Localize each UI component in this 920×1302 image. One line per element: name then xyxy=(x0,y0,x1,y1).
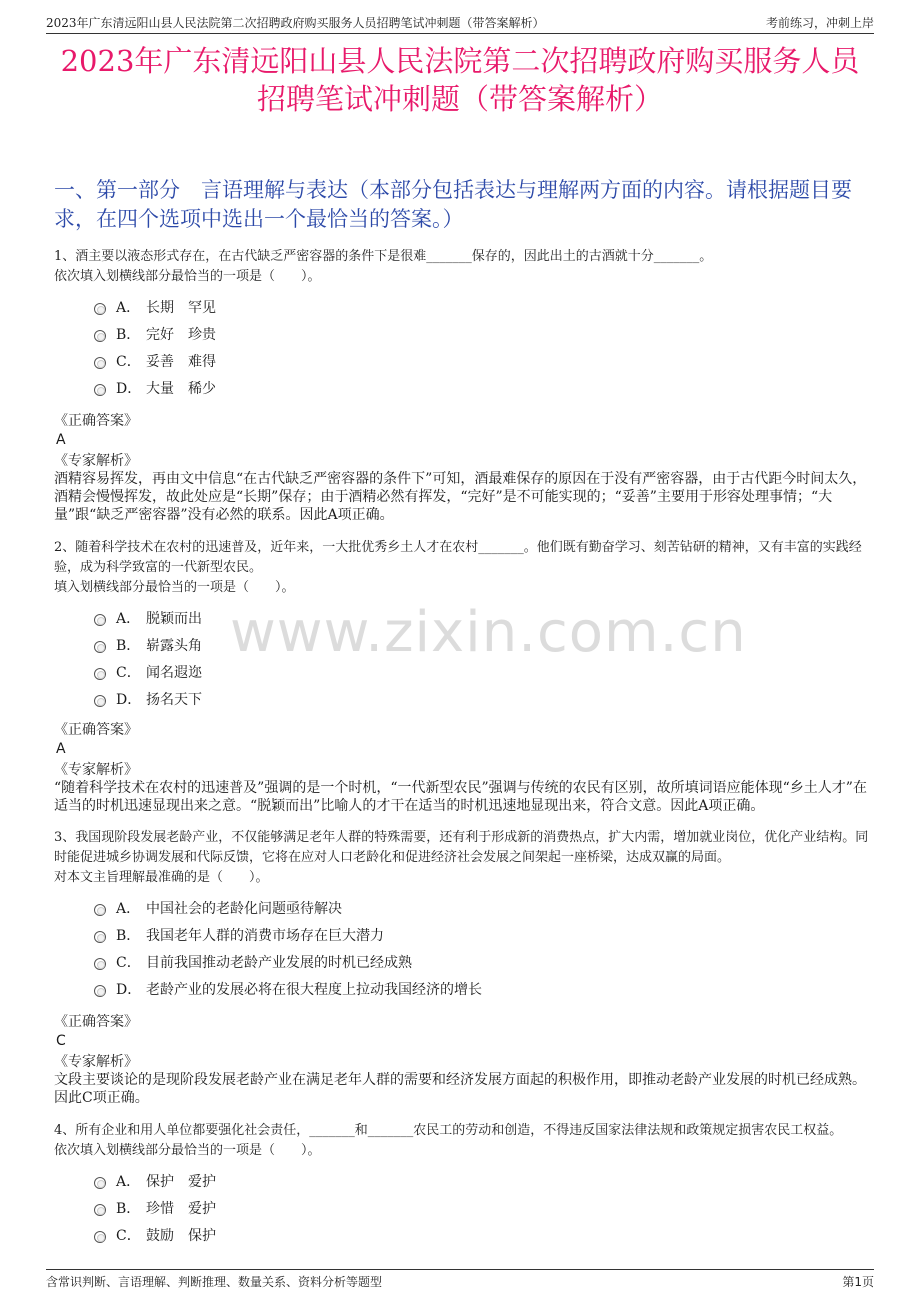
option-list xyxy=(94,293,870,401)
option-key: B． xyxy=(116,326,141,343)
document-title xyxy=(40,42,880,118)
option-text: 中国社会的老龄化问题亟待解决 xyxy=(146,900,342,917)
option-d[interactable] xyxy=(94,685,870,712)
question-stem: 1、酒主要以液态形式存在，在古代缺乏严密容器的条件下是很难_______保存的，因此出土的古酒就十分_______。 xyxy=(54,249,713,264)
option-key: B． xyxy=(116,927,141,944)
option-list xyxy=(94,604,870,712)
answer-label: 《正确答案》 xyxy=(54,1014,138,1030)
answer-value: C xyxy=(56,1033,66,1049)
document-title-line-1: 2023年广东清远阳山县人民法院第二次招聘政府购买服务人员 xyxy=(60,44,860,78)
option-text: 保护 爱护 xyxy=(146,1173,216,1190)
explanation-label: 《专家解析》 xyxy=(54,762,138,778)
answer-block-1 xyxy=(54,412,870,524)
radio-icon[interactable] xyxy=(94,695,106,707)
question-instruction: 填入划横线部分最恰当的一项是（ ）。 xyxy=(54,580,295,595)
option-key: A． xyxy=(116,610,141,627)
header-doc-title: 2023年广东清远阳山县人民法院第二次招聘政府购买服务人员招聘笔试冲刺题（带答案解析） xyxy=(46,16,545,30)
page-prefix: 第 xyxy=(842,1275,855,1289)
footer-topics: 含常识判断、言语理解、判断推理、数量关系、资料分析等题型 xyxy=(46,1275,383,1289)
page-indicator xyxy=(842,1273,874,1290)
section-heading: 一、第一部分 言语理解与表达（本部分包括表达与理解两方面的内容。请根据题目要求，在四个选项中选出一个最恰当的答案。） xyxy=(54,178,852,231)
answer-label: 《正确答案》 xyxy=(54,722,138,738)
radio-icon[interactable] xyxy=(94,614,106,626)
radio-icon[interactable] xyxy=(94,1177,106,1189)
option-c[interactable] xyxy=(94,948,870,975)
option-c[interactable] xyxy=(94,347,870,374)
radio-icon[interactable] xyxy=(94,641,106,653)
option-d[interactable] xyxy=(94,374,870,401)
question-instruction: 依次填入划横线部分最恰当的一项是（ ）。 xyxy=(54,269,321,284)
question-4 xyxy=(54,1121,870,1248)
option-key: A． xyxy=(116,299,141,316)
option-key: C． xyxy=(116,954,141,971)
option-text: 崭露头角 xyxy=(146,637,202,654)
option-text: 妥善 难得 xyxy=(146,353,216,370)
option-key: C． xyxy=(116,1227,141,1244)
radio-icon[interactable] xyxy=(94,1231,106,1243)
radio-icon[interactable] xyxy=(94,330,106,342)
radio-icon[interactable] xyxy=(94,904,106,916)
option-text: 我国老年人群的消费市场存在巨大潜力 xyxy=(146,927,384,944)
option-a[interactable] xyxy=(94,604,870,631)
watermark: www.zixin.com.cn xyxy=(230,600,747,665)
option-text: 大量 稀少 xyxy=(146,380,216,397)
option-key: D． xyxy=(116,380,142,397)
option-key: A． xyxy=(116,1173,141,1190)
option-key: C． xyxy=(116,353,141,370)
option-a[interactable] xyxy=(94,1167,870,1194)
option-c[interactable] xyxy=(94,1221,870,1248)
explanation-label: 《专家解析》 xyxy=(54,1054,138,1070)
question-stem: 3、我国现阶段发展老龄产业，不仅能够满足老年人群的特殊需要，还有利于形成新的消费热点，扩大内需，增加就业岗位，优化产业结构。同时能促进城乡协调发展和代际反馈，它将在应对人口老龄化和促进经济社会发展之间架起一座桥梁，达成双赢的局面。 xyxy=(54,830,869,865)
option-key: B． xyxy=(116,637,141,654)
option-text: 目前我国推动老龄产业发展的时机已经成熟 xyxy=(146,954,412,971)
option-text: 完好 珍贵 xyxy=(146,326,216,343)
option-text: 脱颖而出 xyxy=(146,610,202,627)
option-key: D． xyxy=(116,691,142,708)
page-header xyxy=(46,12,874,34)
option-text: 珍惜 爱护 xyxy=(146,1200,216,1217)
answer-block-2 xyxy=(54,721,870,815)
explanation-text: 文段主要谈论的是现阶段发展老龄产业在满足老年人群的需要和经济发展方面起的积极作用，即推动老龄产业发展的时机已经成熟。因此C项正确。 xyxy=(54,1072,866,1106)
question-2 xyxy=(54,538,870,712)
page-footer xyxy=(46,1269,874,1291)
page-number: 1 xyxy=(854,1275,862,1289)
option-key: B． xyxy=(116,1200,141,1217)
option-b[interactable] xyxy=(94,921,870,948)
question-instruction: 依次填入划横线部分最恰当的一项是（ ）。 xyxy=(54,1143,321,1158)
option-text: 老龄产业的发展必将在很大程度上拉动我国经济的增长 xyxy=(146,981,482,998)
question-stem: 2、随着科学技术在农村的迅速普及，近年来，一大批优秀乡土人才在农村_______。他们既有勤奋学习、刻苦钻研的精神，又有丰富的实践经验，成为科学致富的一代新型农民。 xyxy=(54,540,862,575)
explanation-text: 酒精容易挥发，再由文中信息“在古代缺乏严密容器的条件下”可知，酒最难保存的原因在于没有严密容器，由于古代距今时间太久，酒精会慢慢挥发，故此处应是“长期”保存；由于酒精必然有挥发，“完好”是不可能实现的；“妥善”主要用于形容处理事情；“大量”跟“缺乏严密容器”没有必然的联系。因此A项正确。 xyxy=(54,471,867,523)
page-suffix: 页 xyxy=(861,1275,874,1289)
answer-value: A xyxy=(56,432,66,448)
radio-icon[interactable] xyxy=(94,1204,106,1216)
option-b[interactable] xyxy=(94,631,870,658)
header-slogan: 考前练习，冲刺上岸 xyxy=(765,16,874,30)
document-title-line-2: 招聘笔试冲刺题（带答案解析） xyxy=(256,82,663,116)
answer-label: 《正确答案》 xyxy=(54,413,138,429)
radio-icon[interactable] xyxy=(94,357,106,369)
radio-icon[interactable] xyxy=(94,668,106,680)
question-instruction: 对本文主旨理解最准确的是（ ）。 xyxy=(54,870,269,885)
explanation-text: “随着科学技术在农村的迅速普及”强调的是一个时机，“一代新型农民”强调与传统的农民有区别，故所填词语应能体现“乡土人才”在适当的时机迅速显现出来之意。“脱颖而出”比喻人的才干在适当的时机迅速地显现出来，符合文意。因此A项正确。 xyxy=(54,780,867,814)
option-d[interactable] xyxy=(94,975,870,1002)
radio-icon[interactable] xyxy=(94,985,106,997)
option-key: A． xyxy=(116,900,141,917)
explanation-label: 《专家解析》 xyxy=(54,453,138,469)
option-b[interactable] xyxy=(94,1194,870,1221)
question-1 xyxy=(54,247,870,401)
option-text: 长期 罕见 xyxy=(146,299,216,316)
option-key: C． xyxy=(116,664,141,681)
answer-value: A xyxy=(56,741,66,757)
option-list xyxy=(94,1167,870,1248)
option-list xyxy=(94,894,870,1002)
option-a[interactable] xyxy=(94,293,870,320)
option-text: 鼓励 保护 xyxy=(146,1227,216,1244)
radio-icon[interactable] xyxy=(94,303,106,315)
option-text: 扬名天下 xyxy=(146,691,202,708)
radio-icon[interactable] xyxy=(94,931,106,943)
option-b[interactable] xyxy=(94,320,870,347)
option-c[interactable] xyxy=(94,658,870,685)
answer-block-3 xyxy=(54,1013,870,1107)
option-key: D． xyxy=(116,981,142,998)
option-a[interactable] xyxy=(94,894,870,921)
question-3 xyxy=(54,828,870,1002)
option-text: 闻名遐迩 xyxy=(146,664,202,681)
radio-icon[interactable] xyxy=(94,958,106,970)
radio-icon[interactable] xyxy=(94,384,106,396)
question-stem: 4、所有企业和用人单位都要强化社会责任，_______和_______农民工的劳动和创造，不得违反国家法律法规和政策规定损害农民工权益。 xyxy=(54,1123,843,1138)
